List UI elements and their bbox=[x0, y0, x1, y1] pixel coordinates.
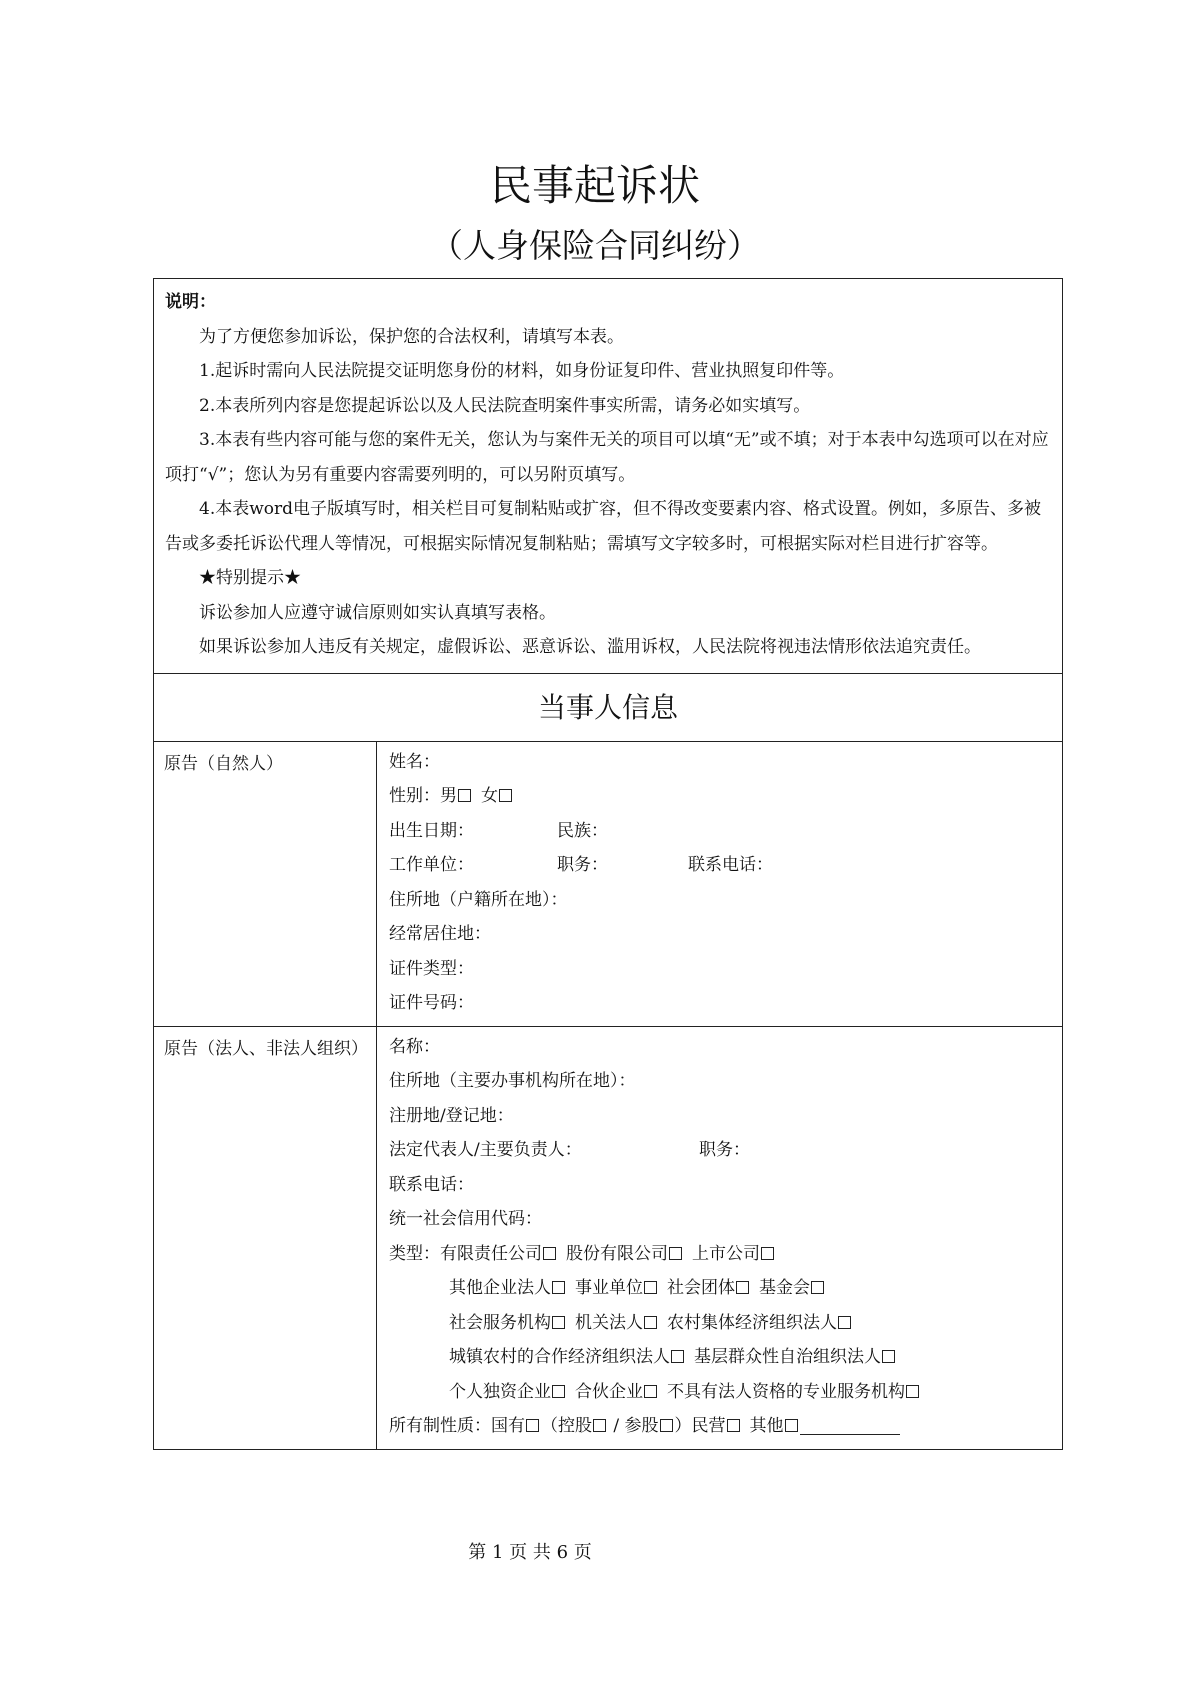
gender-field bbox=[389, 779, 1052, 814]
representative-position-field[interactable]: 职务： bbox=[699, 1140, 750, 1160]
instruction-paragraph: 2.本表所列内容是您提起诉讼以及人民法院查明案件事实所需，请务必如实填写。 bbox=[199, 395, 811, 416]
type-option-label: 股份有限公司 bbox=[566, 1243, 668, 1264]
instructions-heading: 说明： bbox=[165, 292, 216, 312]
instruction-paragraph: 诉讼参加人应遵守诚信原则如实认真填写表格。 bbox=[199, 602, 556, 623]
residence-field[interactable]: 经常居住地： bbox=[389, 924, 491, 944]
private-checkbox[interactable] bbox=[727, 1419, 740, 1432]
ownership-line bbox=[389, 1409, 1052, 1444]
type-checkbox[interactable] bbox=[552, 1316, 565, 1329]
representative-line bbox=[389, 1133, 1052, 1168]
plaintiff-natural-fields bbox=[377, 742, 1062, 1026]
ownership-label: 所有制性质： bbox=[389, 1416, 491, 1436]
plaintiff-legal-label: 原告（法人、非法人组织） bbox=[154, 1027, 377, 1449]
type-checkbox[interactable] bbox=[906, 1385, 919, 1398]
private-label: 民营 bbox=[691, 1416, 726, 1436]
type-option-label: 农村集体经济组织法人 bbox=[667, 1312, 837, 1333]
type-checkbox[interactable] bbox=[644, 1385, 657, 1398]
type-checkbox[interactable] bbox=[552, 1385, 565, 1398]
org-domicile-field[interactable]: 住所地（主要办事机构所在地）： bbox=[389, 1071, 636, 1091]
party-info-heading: 当事人信息 bbox=[154, 674, 1062, 742]
female-checkbox[interactable] bbox=[499, 789, 512, 802]
plaintiff-legal-fields bbox=[377, 1027, 1062, 1449]
org-type-line bbox=[389, 1237, 1052, 1272]
type-checkbox[interactable] bbox=[552, 1281, 565, 1294]
plaintiff-legal-row bbox=[154, 1027, 1062, 1449]
male-checkbox[interactable] bbox=[458, 789, 471, 802]
position-field[interactable]: 职务： bbox=[557, 855, 608, 875]
type-checkbox[interactable] bbox=[811, 1281, 824, 1294]
type-option-label: 有限责任公司 bbox=[440, 1243, 542, 1264]
type-option-label: 基金会 bbox=[759, 1278, 810, 1298]
complaint-form bbox=[153, 278, 1063, 1450]
employer-line bbox=[389, 848, 1052, 883]
gender-label: 性别： bbox=[389, 786, 440, 806]
document-title: 民事起诉状 bbox=[489, 161, 700, 210]
document-subtitle: （人身保险合同纠纷） bbox=[430, 226, 760, 265]
instruction-paragraph: 1.起诉时需向人民法院提交证明您身份的材料，如身份证复印件、营业执照复印件等。 bbox=[199, 361, 845, 381]
phone-field[interactable]: 联系电话： bbox=[688, 855, 773, 875]
state-owned-label: 国有 bbox=[491, 1416, 525, 1436]
registered-place-field[interactable]: 注册地/登记地： bbox=[389, 1105, 514, 1126]
type-option-label: 其他企业法人 bbox=[449, 1278, 551, 1298]
type-checkbox[interactable] bbox=[882, 1350, 895, 1363]
participating-label: 参股 bbox=[624, 1416, 659, 1436]
type-checkbox[interactable] bbox=[736, 1281, 749, 1294]
holding-label: （控股 bbox=[541, 1416, 592, 1436]
org-type-line bbox=[389, 1306, 1052, 1341]
birth-ethnicity-line bbox=[389, 814, 1052, 849]
type-checkbox[interactable] bbox=[669, 1247, 682, 1260]
type-checkbox[interactable] bbox=[671, 1350, 684, 1363]
other-label: 其他 bbox=[749, 1416, 784, 1436]
type-option-label: 社会服务机构 bbox=[449, 1312, 551, 1333]
birth-date-field[interactable]: 出生日期： bbox=[389, 820, 474, 841]
participating-checkbox[interactable] bbox=[660, 1419, 673, 1432]
type-option-label: 社会团体 bbox=[667, 1278, 735, 1298]
instruction-paragraph: 为了方便您参加诉讼，保护您的合法权利，请填写本表。 bbox=[199, 326, 624, 347]
other-checkbox[interactable] bbox=[785, 1419, 798, 1432]
org-type-line bbox=[389, 1340, 1052, 1375]
type-checkbox[interactable] bbox=[838, 1316, 851, 1329]
instructions-block bbox=[154, 279, 1062, 674]
representative-field[interactable]: 法定代表人/主要负责人： bbox=[389, 1140, 582, 1160]
ethnicity-field[interactable]: 民族： bbox=[557, 820, 608, 841]
type-option-label: 事业单位 bbox=[575, 1278, 643, 1298]
female-label: 女 bbox=[481, 786, 498, 806]
instruction-paragraph: 4.本表word电子版填写时，相关栏目可复制粘贴或扩容，但不得改变要素内容、格式设置。例如，多原告、多被告或多委托诉讼代理人等情况，可根据实际情况复制粘贴；需填写文字较多时，可根据实际对栏目进行扩容等。 bbox=[165, 499, 1042, 554]
type-checkbox[interactable] bbox=[644, 1316, 657, 1329]
name-field[interactable]: 姓名： bbox=[389, 751, 440, 772]
type-option-label: 基层群众性自治组织法人 bbox=[694, 1347, 881, 1367]
close-paren: ） bbox=[674, 1416, 692, 1436]
type-option-label: 机关法人 bbox=[575, 1312, 643, 1333]
org-name-field[interactable]: 名称： bbox=[389, 1036, 440, 1057]
type-checkbox[interactable] bbox=[644, 1281, 657, 1294]
instruction-paragraph: 3.本表有些内容可能与您的案件无关，您认为与案件无关的项目可以填“无”或不填；对于本表中勾选项可以在对应项打“√”；您认为另有重要内容需要列明的，可以另附页填写。 bbox=[165, 430, 1049, 485]
domicile-field[interactable]: 住所地（户籍所在地）： bbox=[389, 889, 568, 910]
id-type-field[interactable]: 证件类型： bbox=[389, 958, 474, 979]
type-option-label: 上市公司 bbox=[692, 1243, 760, 1264]
type-option-label: 不具有法人资格的专业服务机构 bbox=[667, 1381, 905, 1402]
org-type-line bbox=[389, 1375, 1052, 1410]
separator: / bbox=[608, 1416, 625, 1436]
state-owned-checkbox[interactable] bbox=[526, 1419, 539, 1432]
id-number-field[interactable]: 证件号码： bbox=[389, 993, 474, 1013]
type-option-label: 个人独资企业 bbox=[449, 1381, 551, 1402]
page-footer: 第 1 页 共 6 页 bbox=[468, 1542, 592, 1563]
org-phone-field[interactable]: 联系电话： bbox=[389, 1174, 474, 1195]
credit-code-field[interactable]: 统一社会信用代码： bbox=[389, 1209, 542, 1229]
type-checkbox[interactable] bbox=[761, 1247, 774, 1260]
employer-field[interactable]: 工作单位： bbox=[389, 855, 474, 875]
instruction-paragraph: 如果诉讼参加人违反有关规定，虚假诉讼、恶意诉讼、滥用诉权，人民法院将视违法情形依法追究责任。 bbox=[199, 637, 981, 657]
type-checkbox[interactable] bbox=[543, 1247, 556, 1260]
male-label: 男 bbox=[440, 786, 457, 806]
type-option-label: 城镇农村的合作经济组织法人 bbox=[449, 1347, 670, 1367]
plaintiff-natural-label: 原告（自然人） bbox=[154, 742, 377, 1026]
type-option-label: 合伙企业 bbox=[575, 1381, 643, 1402]
special-notice-heading: ★特别提示★ bbox=[199, 568, 301, 588]
org-type-line bbox=[389, 1271, 1052, 1306]
other-blank-field[interactable] bbox=[800, 1414, 900, 1435]
plaintiff-natural-row bbox=[154, 742, 1062, 1027]
org-type-label: 类型： bbox=[389, 1243, 440, 1264]
holding-checkbox[interactable] bbox=[593, 1419, 606, 1432]
